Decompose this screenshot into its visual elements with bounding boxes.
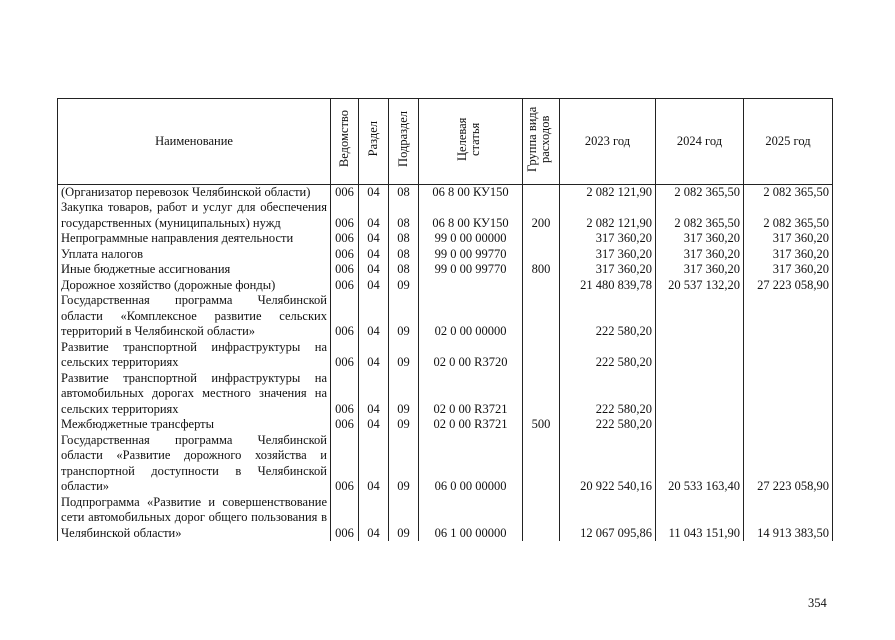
row-amount-2023: 317 360,20 <box>560 247 656 263</box>
row-amount-2024: 2 082 365,50 <box>656 200 744 231</box>
row-dept: 006 <box>331 433 359 495</box>
row-subsection: 08 <box>389 200 419 231</box>
row-subsection: 09 <box>389 293 419 340</box>
row-amount-2023: 2 082 121,90 <box>560 184 656 200</box>
header-dept: Ведомство <box>331 99 359 185</box>
row-amount-2025: 2 082 365,50 <box>744 200 833 231</box>
row-expense-group <box>523 231 560 247</box>
row-dept: 006 <box>331 184 359 200</box>
row-amount-2024: 317 360,20 <box>656 231 744 247</box>
row-target: 06 8 00 КУ150 <box>419 184 523 200</box>
row-name: Непрограммные направления деятельности <box>58 231 331 247</box>
row-target: 02 0 00 00000 <box>419 293 523 340</box>
row-dept: 006 <box>331 371 359 418</box>
row-name: Развитие транспортной инфраструктуры на автомобильных дорогах местного значения на сельских территориях <box>58 371 331 418</box>
row-amount-2025: 27 223 058,90 <box>744 433 833 495</box>
row-amount-2024: 20 537 132,20 <box>656 278 744 294</box>
table-row <box>58 371 833 418</box>
row-amount-2025: 317 360,20 <box>744 231 833 247</box>
row-name: Развитие транспортной инфраструктуры на сельских территориях <box>58 340 331 371</box>
row-section: 04 <box>359 340 389 371</box>
row-target: 99 0 00 99770 <box>419 247 523 263</box>
row-section: 04 <box>359 247 389 263</box>
row-subsection: 09 <box>389 433 419 495</box>
row-amount-2023: 21 480 839,78 <box>560 278 656 294</box>
row-target: 02 0 00 R3721 <box>419 417 523 433</box>
row-dept: 006 <box>331 278 359 294</box>
row-section: 04 <box>359 433 389 495</box>
row-amount-2023: 12 067 095,86 <box>560 495 656 542</box>
row-amount-2024: 317 360,20 <box>656 247 744 263</box>
row-dept: 006 <box>331 293 359 340</box>
row-dept: 006 <box>331 495 359 542</box>
row-name: Государственная программа Челябинской области «Развитие дорожного хозяйства и транспортной доступности в Челябинской области» <box>58 433 331 495</box>
row-expense-group <box>523 278 560 294</box>
row-amount-2025 <box>744 417 833 433</box>
row-target: 99 0 00 99770 <box>419 262 523 278</box>
header-2024: 2024 год <box>656 99 744 185</box>
row-amount-2023: 2 082 121,90 <box>560 200 656 231</box>
row-subsection: 09 <box>389 278 419 294</box>
row-subsection: 09 <box>389 417 419 433</box>
header-target: Целевая статья <box>419 99 523 185</box>
row-amount-2023: 317 360,20 <box>560 231 656 247</box>
row-section: 04 <box>359 278 389 294</box>
row-expense-group <box>523 371 560 418</box>
row-expense-group <box>523 184 560 200</box>
row-subsection: 08 <box>389 247 419 263</box>
row-section: 04 <box>359 417 389 433</box>
row-dept: 006 <box>331 231 359 247</box>
row-target: 06 0 00 00000 <box>419 433 523 495</box>
header-name: Наименование <box>58 99 331 185</box>
header-section: Раздел <box>359 99 389 185</box>
table-header-row <box>58 99 833 185</box>
row-expense-group <box>523 495 560 542</box>
row-name: Закупка товаров, работ и услуг для обеспечения государственных (муниципальных) нужд <box>58 200 331 231</box>
row-amount-2024: 20 533 163,40 <box>656 433 744 495</box>
row-section: 04 <box>359 371 389 418</box>
row-section: 04 <box>359 184 389 200</box>
row-amount-2024 <box>656 417 744 433</box>
row-amount-2023: 222 580,20 <box>560 293 656 340</box>
row-amount-2025: 317 360,20 <box>744 262 833 278</box>
row-target: 06 8 00 КУ150 <box>419 200 523 231</box>
header-expense-group: Группа вида расходов <box>523 99 560 185</box>
table-row <box>58 340 833 371</box>
row-section: 04 <box>359 200 389 231</box>
row-name: Подпрограмма «Развитие и совершенствование сети автомобильных дорог общего пользования в Челябинской области» <box>58 495 331 542</box>
row-expense-group <box>523 433 560 495</box>
row-dept: 006 <box>331 340 359 371</box>
row-expense-group: 200 <box>523 200 560 231</box>
row-amount-2024: 2 082 365,50 <box>656 184 744 200</box>
table-row <box>58 247 833 263</box>
row-target: 02 0 00 R3721 <box>419 371 523 418</box>
row-subsection: 09 <box>389 371 419 418</box>
table-row <box>58 293 833 340</box>
row-section: 04 <box>359 231 389 247</box>
row-amount-2024 <box>656 340 744 371</box>
row-subsection: 08 <box>389 231 419 247</box>
table-row <box>58 262 833 278</box>
row-amount-2023: 222 580,20 <box>560 340 656 371</box>
table-row <box>58 495 833 542</box>
row-amount-2024: 317 360,20 <box>656 262 744 278</box>
header-subsection: Подраздел <box>389 99 419 185</box>
table-row <box>58 278 833 294</box>
row-dept: 006 <box>331 200 359 231</box>
row-target: 99 0 00 00000 <box>419 231 523 247</box>
page-number: 354 <box>808 596 827 610</box>
row-amount-2023: 20 922 540,16 <box>560 433 656 495</box>
row-amount-2025 <box>744 371 833 418</box>
row-dept: 006 <box>331 247 359 263</box>
row-amount-2025: 27 223 058,90 <box>744 278 833 294</box>
row-amount-2024: 11 043 151,90 <box>656 495 744 542</box>
header-2025: 2025 год <box>744 99 833 185</box>
header-2023: 2023 год <box>560 99 656 185</box>
row-subsection: 08 <box>389 184 419 200</box>
row-amount-2023: 317 360,20 <box>560 262 656 278</box>
table-row <box>58 200 833 231</box>
row-subsection: 09 <box>389 340 419 371</box>
row-name: Государственная программа Челябинской области «Комплексное развитие сельских территорий в Челябинской области» <box>58 293 331 340</box>
row-section: 04 <box>359 262 389 278</box>
row-section: 04 <box>359 495 389 542</box>
row-amount-2023: 222 580,20 <box>560 371 656 418</box>
row-section: 04 <box>359 293 389 340</box>
row-expense-group <box>523 293 560 340</box>
table-row <box>58 433 833 495</box>
row-name: Дорожное хозяйство (дорожные фонды) <box>58 278 331 294</box>
row-name: (Организатор перевозок Челябинской области) <box>58 184 331 200</box>
row-dept: 006 <box>331 262 359 278</box>
table-row <box>58 417 833 433</box>
row-expense-group: 500 <box>523 417 560 433</box>
row-expense-group <box>523 340 560 371</box>
row-target: 02 0 00 R3720 <box>419 340 523 371</box>
table-row <box>58 231 833 247</box>
row-amount-2025 <box>744 293 833 340</box>
row-amount-2025: 317 360,20 <box>744 247 833 263</box>
row-amount-2025: 14 913 383,50 <box>744 495 833 542</box>
row-target <box>419 278 523 294</box>
row-expense-group <box>523 247 560 263</box>
row-amount-2025 <box>744 340 833 371</box>
row-name: Уплата налогов <box>58 247 331 263</box>
row-amount-2024 <box>656 371 744 418</box>
table-row <box>58 184 833 200</box>
row-subsection: 09 <box>389 495 419 542</box>
row-amount-2024 <box>656 293 744 340</box>
row-amount-2023: 222 580,20 <box>560 417 656 433</box>
budget-table <box>57 98 833 541</box>
row-amount-2025: 2 082 365,50 <box>744 184 833 200</box>
row-subsection: 08 <box>389 262 419 278</box>
row-expense-group: 800 <box>523 262 560 278</box>
row-name: Межбюджетные трансферты <box>58 417 331 433</box>
row-target: 06 1 00 00000 <box>419 495 523 542</box>
row-name: Иные бюджетные ассигнования <box>58 262 331 278</box>
row-dept: 006 <box>331 417 359 433</box>
